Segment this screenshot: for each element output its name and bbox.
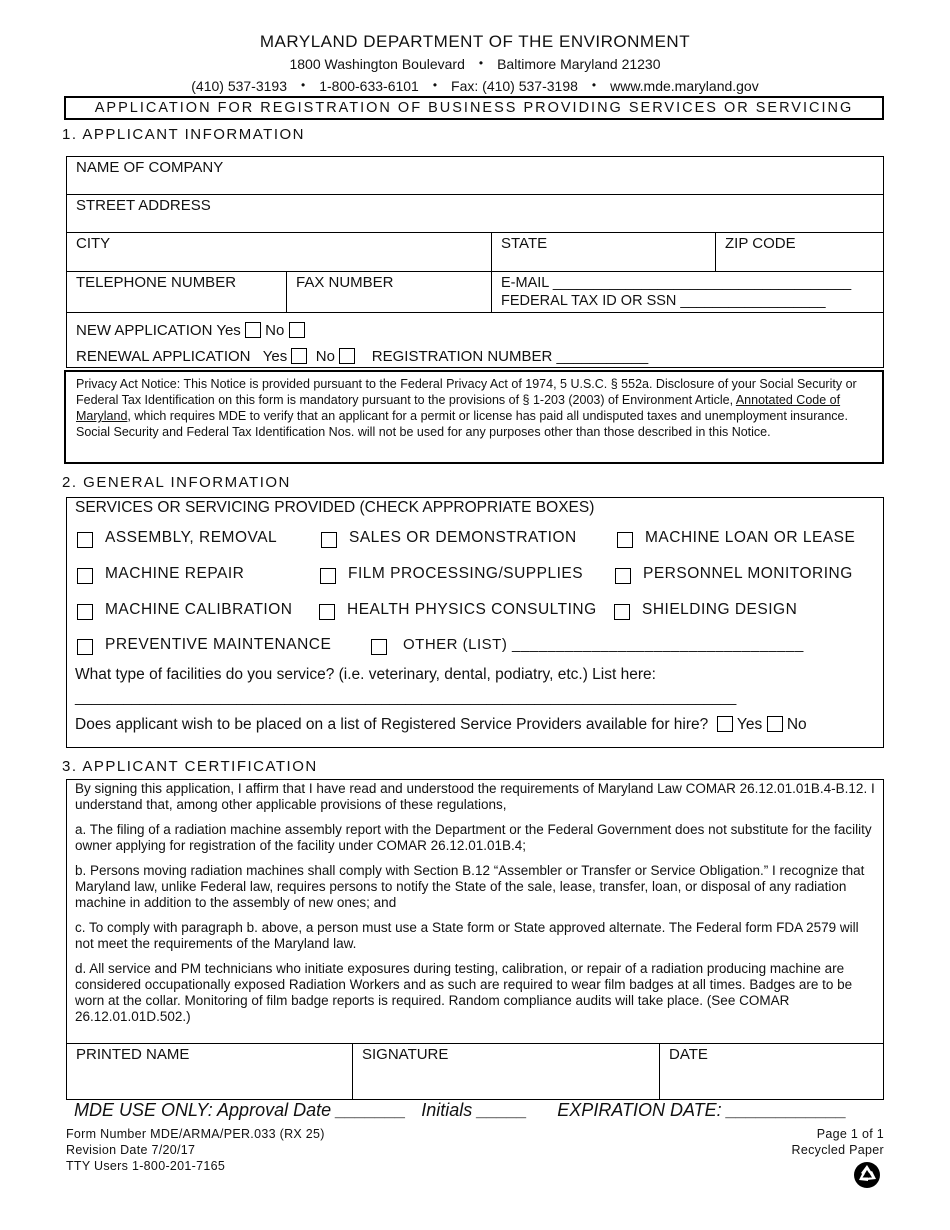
footer-left [66, 1126, 325, 1174]
taxid-label: FEDERAL TAX ID OR SSN __________________ [501, 293, 826, 309]
privacy-notice [64, 370, 884, 464]
fax-number: Fax: (410) 537-3198 [451, 78, 578, 94]
city-state-zip: Baltimore Maryland 21230 [497, 56, 661, 72]
printed-name-label: PRINTED NAME [76, 1046, 190, 1063]
film-processing-checkbox[interactable] [320, 568, 336, 584]
services-heading: SERVICES OR SERVICING PROVIDED (CHECK APPROPRIATE BOXES) [75, 499, 595, 516]
machine-repair-checkbox[interactable] [77, 568, 93, 584]
mde-use-only [74, 1100, 847, 1121]
provider-list-text: Does applicant wish to be placed on a list of Registered Service Providers available for hire? [75, 716, 709, 733]
assembly-removal-label: ASSEMBLY, REMOVAL [105, 529, 278, 546]
initials: Initials _____ [421, 1100, 528, 1120]
provider-list-no-checkbox[interactable] [767, 716, 783, 732]
date-field[interactable] [660, 1044, 883, 1099]
section-2-title: 2. GENERAL INFORMATION [62, 474, 291, 491]
fax-field[interactable] [287, 272, 491, 312]
email-label: E-MAIL _____________________________________ [501, 275, 852, 291]
section-1-title: 1. APPLICANT INFORMATION [62, 126, 305, 143]
new-yes-checkbox[interactable] [245, 322, 261, 338]
company-name-field[interactable] [67, 157, 883, 194]
street-address-label: STREET ADDRESS [76, 197, 211, 214]
renewal-application-label: RENEWAL APPLICATION [76, 348, 251, 365]
preventive-maintenance-checkbox[interactable] [77, 639, 93, 655]
zip-label: ZIP CODE [725, 235, 796, 252]
date-label: DATE [669, 1046, 708, 1063]
other-list-field[interactable]: OTHER (LIST) _________________________________ [403, 636, 804, 653]
fax-label: FAX NUMBER [296, 274, 394, 291]
renewal-yes-label: Yes [262, 348, 288, 365]
form-number: Form Number MDE/ARMA/PER.033 (RX 25) [66, 1127, 325, 1141]
bullet: • [432, 78, 438, 92]
health-physics-checkbox[interactable] [319, 604, 335, 620]
recycled-paper: Recycled Paper [791, 1143, 884, 1157]
applicant-info-table [66, 156, 884, 368]
sales-demonstration-label: SALES OR DEMONSTRATION [349, 529, 577, 546]
certification-box [66, 779, 884, 1100]
machine-loan-lease-label: MACHINE LOAN OR LEASE [645, 529, 856, 546]
certification-text [75, 781, 875, 1034]
new-application-label: NEW APPLICATION [76, 322, 213, 339]
facilities-question: What type of facilities do you service? (i.e. veterinary, dental, podiatry, etc.) List here: [75, 666, 656, 683]
application-type [67, 316, 883, 368]
tty-number: TTY Users 1-800-201-7165 [66, 1159, 226, 1173]
email-taxid-field[interactable] [492, 272, 883, 312]
printed-name-field[interactable] [67, 1044, 352, 1099]
expiration-date: EXPIRATION DATE: ____________ [557, 1100, 847, 1120]
shielding-design-checkbox[interactable] [614, 604, 630, 620]
state-field[interactable] [492, 233, 715, 271]
health-physics-label: HEALTH PHYSICS CONSULTING [347, 601, 597, 618]
machine-calibration-label: MACHINE CALIBRATION [105, 601, 293, 618]
general-info-box [66, 497, 884, 748]
facilities-input-line[interactable]: __________________________________________________________________________________ [75, 690, 737, 706]
provider-list-yes-label: Yes [736, 716, 763, 733]
privacy-text-1: This Notice is provided pursuant to the Federal Privacy Act of 1974, 5 U.S.C. § 552a. Disclosure of your Social Security or Federal Tax Identification on this form is mandatory pursuant to the provisions of § 1-203 (2003) of Environment Article, [76, 377, 857, 407]
agency-address [0, 56, 950, 72]
cert-intro: By signing this application, I affirm that I have read and understood the requirements of Maryland Law COMAR 26.12.01.01B.4-B.12. I understand that, among other applicable provisions of these regulations, [75, 781, 875, 812]
cert-para-c: c. To comply with paragraph b. above, a person must use a State form or State approved alternate. The Federal form FDA 2579 will not meet the requirements of the Maryland law. [75, 920, 859, 951]
new-yes-label: Yes [216, 322, 241, 339]
cert-para-d: d. All service and PM technicians who initiate exposures during testing, calibration, or repair of a radiation producing machine are considered occupationally exposed Radiation Workers and as such are required to wear film badges at all times. Badges are to be worn at the collar. Monitoring of film badge reports is required. Random compliance audits will take place. (See COMAR 26.12.01.01D.502.) [75, 961, 853, 1024]
other-checkbox[interactable] [371, 639, 387, 655]
film-processing-label: FILM PROCESSING/SUPPLIES [348, 565, 584, 582]
bullet: • [591, 78, 597, 92]
form-title: APPLICATION FOR REGISTRATION OF BUSINESS PROVIDING SERVICES OR SERVICING [64, 96, 884, 120]
registration-number-field[interactable]: REGISTRATION NUMBER ___________ [371, 348, 649, 365]
personnel-monitoring-checkbox[interactable] [615, 568, 631, 584]
new-no-checkbox[interactable] [289, 322, 305, 338]
revision-date: Revision Date 7/20/17 [66, 1143, 196, 1157]
machine-loan-lease-checkbox[interactable] [617, 532, 633, 548]
company-name-label: NAME OF COMPANY [76, 159, 224, 176]
agency-contacts [0, 78, 950, 94]
page-number: Page 1 of 1 [816, 1127, 884, 1141]
zip-field[interactable] [716, 233, 883, 271]
recycle-icon [852, 1160, 882, 1190]
phone-number: (410) 537-3193 [191, 78, 287, 94]
state-label: STATE [501, 235, 548, 252]
street-address: 1800 Washington Boulevard [289, 56, 465, 72]
machine-repair-label: MACHINE REPAIR [105, 565, 245, 582]
cert-para-a: a. The filing of a radiation machine assembly report with the Department or the Federal Government does not substitute for the facility owner applying for registration of the facility under COMAR 26.12.01.01B.4; [75, 822, 872, 853]
city-field[interactable] [67, 233, 491, 271]
tollfree-number: 1-800-633-6101 [319, 78, 419, 94]
city-label: CITY [76, 235, 111, 252]
website[interactable]: www.mde.maryland.gov [610, 78, 759, 94]
renewal-no-checkbox[interactable] [339, 348, 355, 364]
provider-list-question [75, 716, 807, 734]
footer-right [792, 1126, 884, 1158]
renewal-yes-checkbox[interactable] [291, 348, 307, 364]
bullet: • [301, 78, 306, 92]
provider-list-no-label: No [786, 716, 807, 733]
shielding-design-label: SHIELDING DESIGN [642, 601, 798, 618]
sales-demonstration-checkbox[interactable] [321, 532, 337, 548]
new-no-label: No [265, 322, 285, 339]
signature-field[interactable] [353, 1044, 659, 1099]
agency-name: MARYLAND DEPARTMENT OF THE ENVIRONMENT [259, 32, 691, 51]
annotated-code-link: Annotated Code of Maryland [76, 393, 841, 423]
machine-calibration-checkbox[interactable] [77, 604, 93, 620]
preventive-maintenance-label: PREVENTIVE MAINTENANCE [105, 636, 332, 653]
bullet: • [478, 56, 484, 70]
section-3-title: 3. APPLICANT CERTIFICATION [62, 758, 318, 775]
telephone-field[interactable] [67, 272, 286, 312]
privacy-label: Privacy Act Notice: [76, 377, 181, 391]
telephone-label: TELEPHONE NUMBER [76, 274, 237, 291]
cert-para-b: b. Persons moving radiation machines shall comply with Section B.12 “Assembler or Transfer or Service Obligation.” I recognize that Maryland law, unlike Federal law, requires persons to notify the State of the sale, lease, transfer, loan, or disposal of any radiation machine in addition to the assembly of new ones; and [75, 863, 865, 910]
approval-date: MDE USE ONLY: Approval Date _______ [74, 1100, 407, 1120]
privacy-text-2: , which requires MDE to verify that an applicant for a permit or license has paid all undisputed taxes and unemployment insurance. Social Security and Federal Tax Identification Nos. will not be used for any purposes other than those described in this Notice. [76, 409, 848, 439]
assembly-removal-checkbox[interactable] [77, 532, 93, 548]
signature-label: SIGNATURE [362, 1046, 449, 1063]
provider-list-yes-checkbox[interactable] [717, 716, 733, 732]
personnel-monitoring-label: PERSONNEL MONITORING [643, 565, 853, 582]
street-address-field[interactable] [67, 195, 883, 232]
renewal-no-label: No [315, 348, 335, 365]
